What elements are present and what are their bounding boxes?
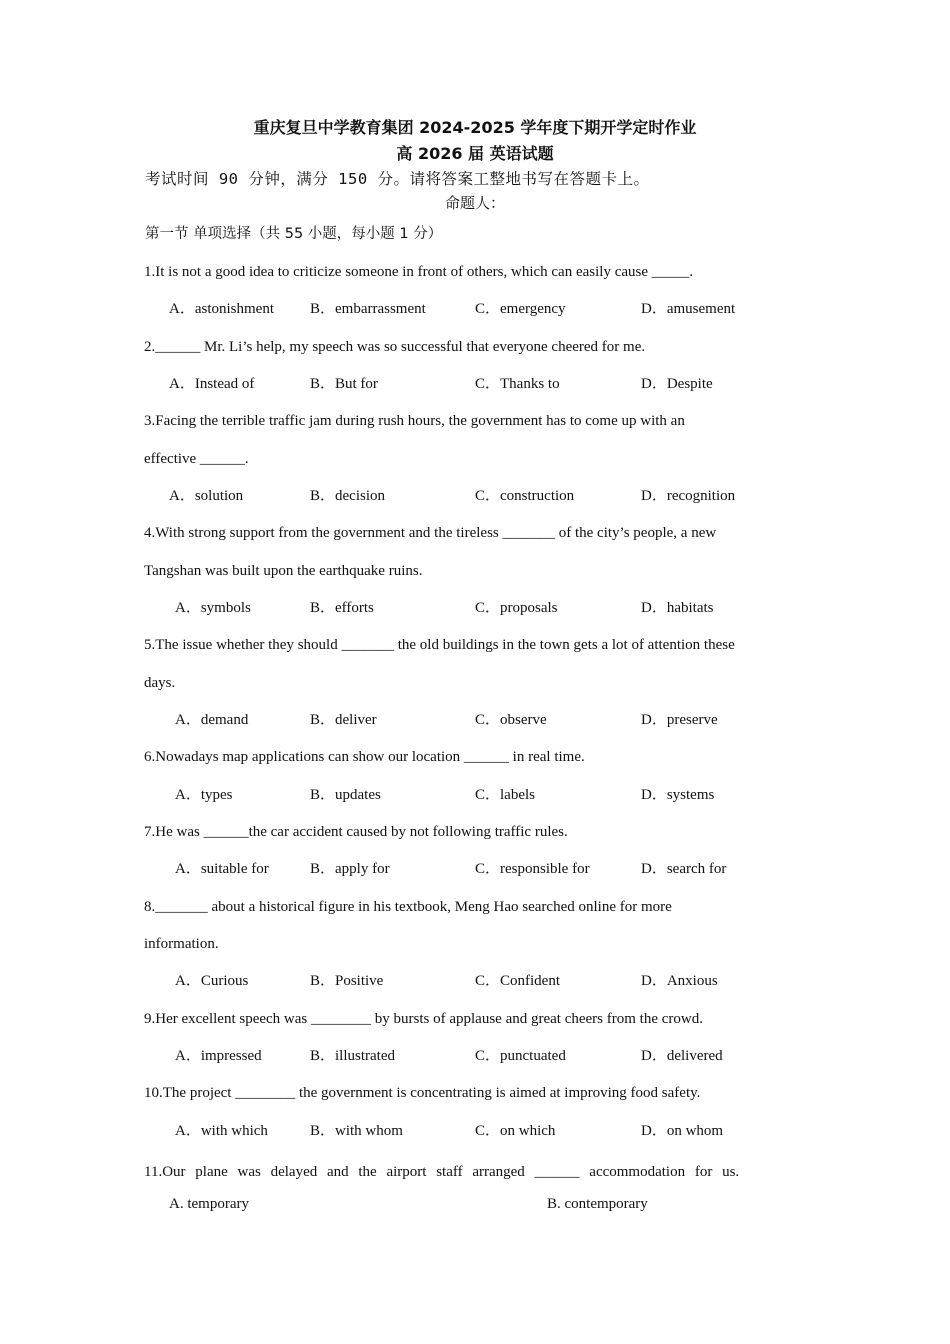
q11-option-b: B. contemporary	[547, 1196, 648, 1212]
exam-subtitle: 高 2026 届 英语试题	[396, 144, 554, 163]
q4-option-b: B．efforts	[310, 600, 374, 616]
q4-option-d: D．habitats	[641, 600, 714, 616]
q8-option-b: B．Positive	[310, 973, 384, 989]
q3-option-a: A．solution	[169, 488, 244, 504]
q9-option-a: A．impressed	[175, 1048, 262, 1064]
question-3-cont: effective ______.	[144, 451, 249, 467]
q2-option-c: C．Thanks to	[475, 376, 560, 392]
q11-option-a: A. temporary	[169, 1196, 249, 1212]
question-10: 10.The project ________ the government is concentrating is aimed at improving food safety.	[144, 1085, 701, 1101]
q4-option-c: C．proposals	[475, 600, 558, 616]
q1-option-d: D．amusement	[641, 301, 736, 317]
question-8-cont: information.	[144, 936, 219, 952]
q8-option-d: D．Anxious	[641, 973, 718, 989]
q2-option-a: A．Instead of	[169, 376, 255, 392]
section-title: 第一节 单项选择（共 55 小题，每小题 1 分）	[145, 226, 443, 242]
q1-option-c: C．emergency	[475, 301, 566, 317]
question-7: 7.He was ______the car accident caused by not following traffic rules.	[144, 824, 568, 840]
question-8: 8._______ about a historical figure in his textbook, Meng Hao searched online for more	[144, 899, 672, 915]
question-5-cont: days.	[144, 675, 176, 691]
question-11: 11.Our plane was delayed and the airport staff arranged ______ accommodation for us.	[144, 1164, 740, 1180]
q1-option-a: A．astonishment	[169, 301, 274, 317]
q7-option-b: B．apply for	[310, 861, 390, 877]
q2-option-b: B．But for	[310, 376, 378, 392]
question-2: 2.______ Mr. Li’s help, my speech was so successful that everyone cheered for me.	[144, 339, 646, 355]
exam-info: 考试时间 90 分钟，满分 150 分。请将答案工整地书写在答题卡上。	[145, 170, 650, 188]
q7-option-a: A．suitable for	[175, 861, 269, 877]
q3-option-b: B．decision	[310, 488, 385, 504]
q9-option-c: C．punctuated	[475, 1048, 566, 1064]
question-9: 9.Her excellent speech was ________ by bursts of applause and great cheers from the crowd.	[144, 1011, 703, 1027]
q7-option-d: D．search for	[641, 861, 727, 877]
q3-option-d: D．recognition	[641, 488, 736, 504]
q7-option-c: C．responsible for	[475, 861, 590, 877]
q6-option-d: D．systems	[641, 787, 715, 803]
question-6: 6.Nowadays map applications can show our location ______ in real time.	[144, 749, 585, 765]
q8-option-c: C．Confident	[475, 973, 560, 989]
exam-author: 命题人：	[444, 194, 505, 212]
q6-option-b: B．updates	[310, 787, 381, 803]
q6-option-a: A．types	[175, 787, 233, 803]
q10-option-c: C．on which	[475, 1123, 556, 1139]
q4-option-a: A．symbols	[175, 600, 251, 616]
q8-option-a: A．Curious	[175, 973, 249, 989]
question-3: 3.Facing the terrible traffic jam during rush hours, the government has to come up with an	[144, 413, 685, 429]
q10-option-d: D．on whom	[641, 1123, 724, 1139]
q5-option-a: A．demand	[175, 712, 249, 728]
q10-option-b: B．with whom	[310, 1123, 403, 1139]
q1-option-b: B．embarrassment	[310, 301, 426, 317]
exam-title: 重庆复旦中学教育集团 2024-2025 学年度下期开学定时作业	[253, 118, 697, 137]
q10-option-a: A．with which	[175, 1123, 268, 1139]
question-5: 5.The issue whether they should _______ the old buildings in the town gets a lot of attention these	[144, 637, 735, 653]
q3-option-c: C．construction	[475, 488, 575, 504]
q5-option-d: D．preserve	[641, 712, 718, 728]
q5-option-b: B．deliver	[310, 712, 377, 728]
question-1: 1.It is not a good idea to criticize someone in front of others, which can easily cause _____.	[144, 264, 694, 280]
question-4-cont: Tangshan was built upon the earthquake ruins.	[144, 563, 423, 579]
question-4: 4.With strong support from the government and the tireless _______ of the city’s people, a new	[144, 525, 717, 541]
q9-option-b: B．illustrated	[310, 1048, 395, 1064]
q6-option-c: C．labels	[475, 787, 535, 803]
q5-option-c: C．observe	[475, 712, 547, 728]
q2-option-d: D．Despite	[641, 376, 713, 392]
q9-option-d: D．delivered	[641, 1048, 723, 1064]
